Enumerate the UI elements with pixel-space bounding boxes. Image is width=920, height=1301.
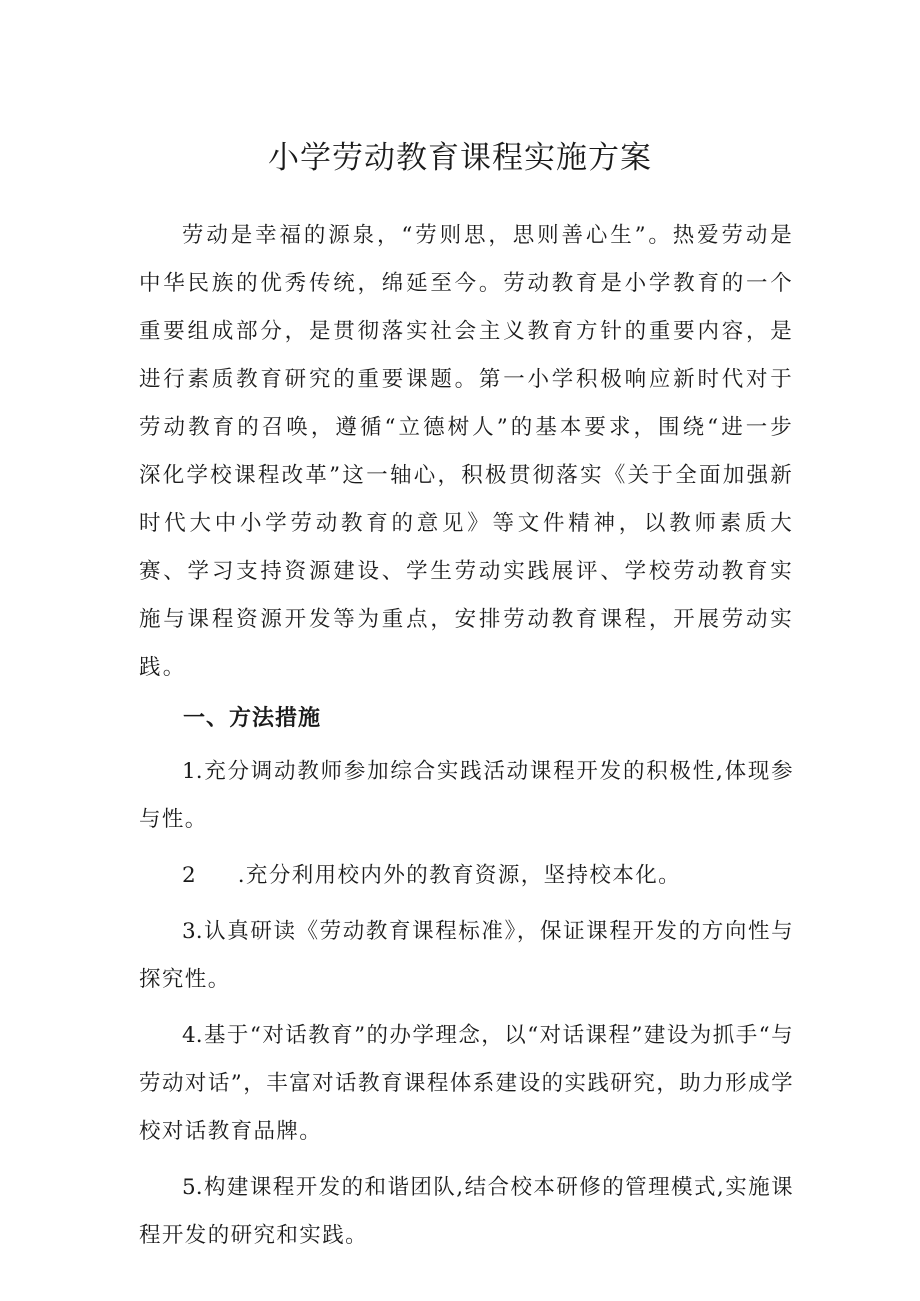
list-item-text: .充分调动教师参加综合实践活动课程开发的积极性,体现参与性。 <box>139 759 794 832</box>
document-title: 小学劳动教育课程实施方案 <box>268 140 652 176</box>
list-item <box>139 908 794 1004</box>
document-body <box>139 212 794 1268</box>
list-item-text: .构建课程开发的和谐团队,结合校本研修的管理模式,实施课程开发的研究和实践。 <box>139 1175 794 1248</box>
list-item <box>139 1164 794 1260</box>
section-heading-methods: 一、方法措施 <box>183 706 322 731</box>
list-item <box>139 1012 794 1156</box>
list-item <box>139 852 794 900</box>
list-item-number: 3 <box>182 919 196 944</box>
intro-paragraph: 劳动是幸福的源泉，“劳则思，思则善心生”。热爱劳动是中华民族的优秀传统，绵延至今。劳动教育是小学教育的一个重要组成部分，是贯彻落实社会主义教育方针的重要内容，是进行素质教育研究的重要课题。第一小学积极响应新时代对于劳动教育的召唤，遵循“立德树人”的基本要求，围绕“进一步深化学校课程改革”这一轴心，积极贯彻落实《关于全面加强新时代大中小学劳动教育的意见》等文件精神，以教师素质大赛、学习支持资源建设、学生劳动实践展评、学校劳动教育实施与课程资源开发等为重点，安排劳动教育课程，开展劳动实践。 <box>139 223 794 680</box>
list-item-number: 1 <box>182 759 196 784</box>
list-item-number: 5 <box>182 1175 196 1200</box>
list-item-number: 4 <box>182 1023 196 1048</box>
list-item-number: 2 <box>182 863 196 888</box>
list-item-text: .基于“对话教育”的办学理念，以“对话课程”建设为抓手“与劳动对话”，丰富对话教育课程体系建设的实践研究，助力形成学校对话教育品牌。 <box>139 1023 794 1144</box>
list-item-text: .充分利用校内外的教育资源，坚持校本化。 <box>237 863 682 888</box>
list-item-text: .认真研读《劳动教育课程标准》，保证课程开发的方向性与探究性。 <box>139 919 794 992</box>
list-item <box>139 748 794 844</box>
